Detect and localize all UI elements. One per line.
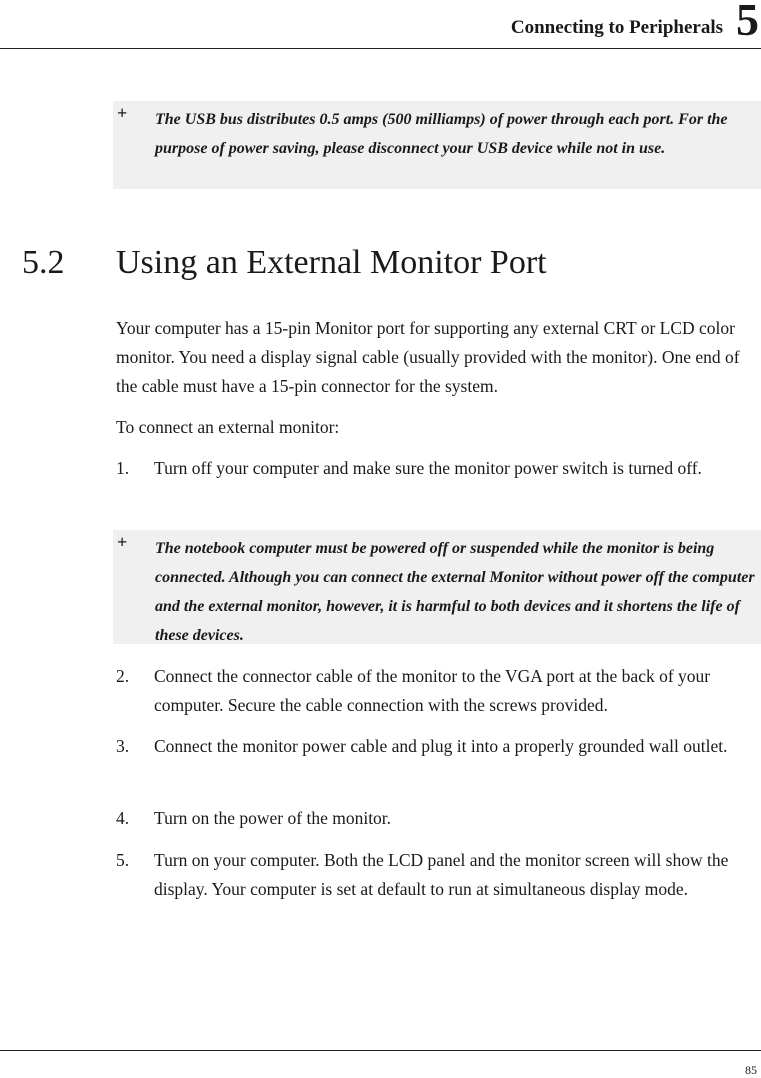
step-number: 5. [116,850,130,870]
chapter-title: Connecting to Peripherals [510,17,723,38]
step-text: Turn on your computer. Both the LCD panel and the monitor screen will show the display. Your computer is set at default to run at simultaneous display mode. [154,850,729,899]
note-marker-icon: + [117,103,128,123]
step-text: Turn on the power of the monitor. [154,808,392,828]
note-text: The USB bus distributes 0.5 amps (500 milliamps) of power through each port. For the purpose of power saving, please disconnect your USB device while not in use. [155,111,728,157]
note-marker-icon: + [117,532,128,552]
page-header [0,0,761,49]
intro-paragraph: Your computer has a 15-pin Monitor port for supporting any external CRT or LCD color monitor. You need a display signal cable (usually provided with the monitor). One end of the cable must have a 15-pin connector for the system. [116,318,740,396]
step-text: Connect the monitor power cable and plug it into a properly grounded wall outlet. [154,736,728,756]
step-text: Connect the connector cable of the monitor to the VGA port at the back of your computer. Secure the cable connection with the screws provided. [154,666,711,715]
footer-divider [0,1050,761,1051]
section-title: Using an External Monitor Port [116,244,547,281]
step-number: 4. [116,808,130,828]
lead-paragraph: To connect an external monitor: [116,417,340,437]
step-text: Turn off your computer and make sure the monitor power switch is turned off. [154,458,702,478]
power-off-note [113,530,761,644]
usb-power-note [113,101,761,189]
chapter-number: 5 [736,0,759,45]
page-number: 85 [745,1063,757,1077]
note-text: The notebook computer must be powered off or suspended while the monitor is being connected. Although you can connect the external Monitor without power off the computer and the external monitor, however, it is harmful to both devices and it shortens the life of these devices. [155,540,755,644]
step-number: 2. [116,666,130,686]
step-number: 1. [116,458,130,478]
section-number: 5.2 [22,244,65,281]
step-number: 3. [116,736,130,756]
